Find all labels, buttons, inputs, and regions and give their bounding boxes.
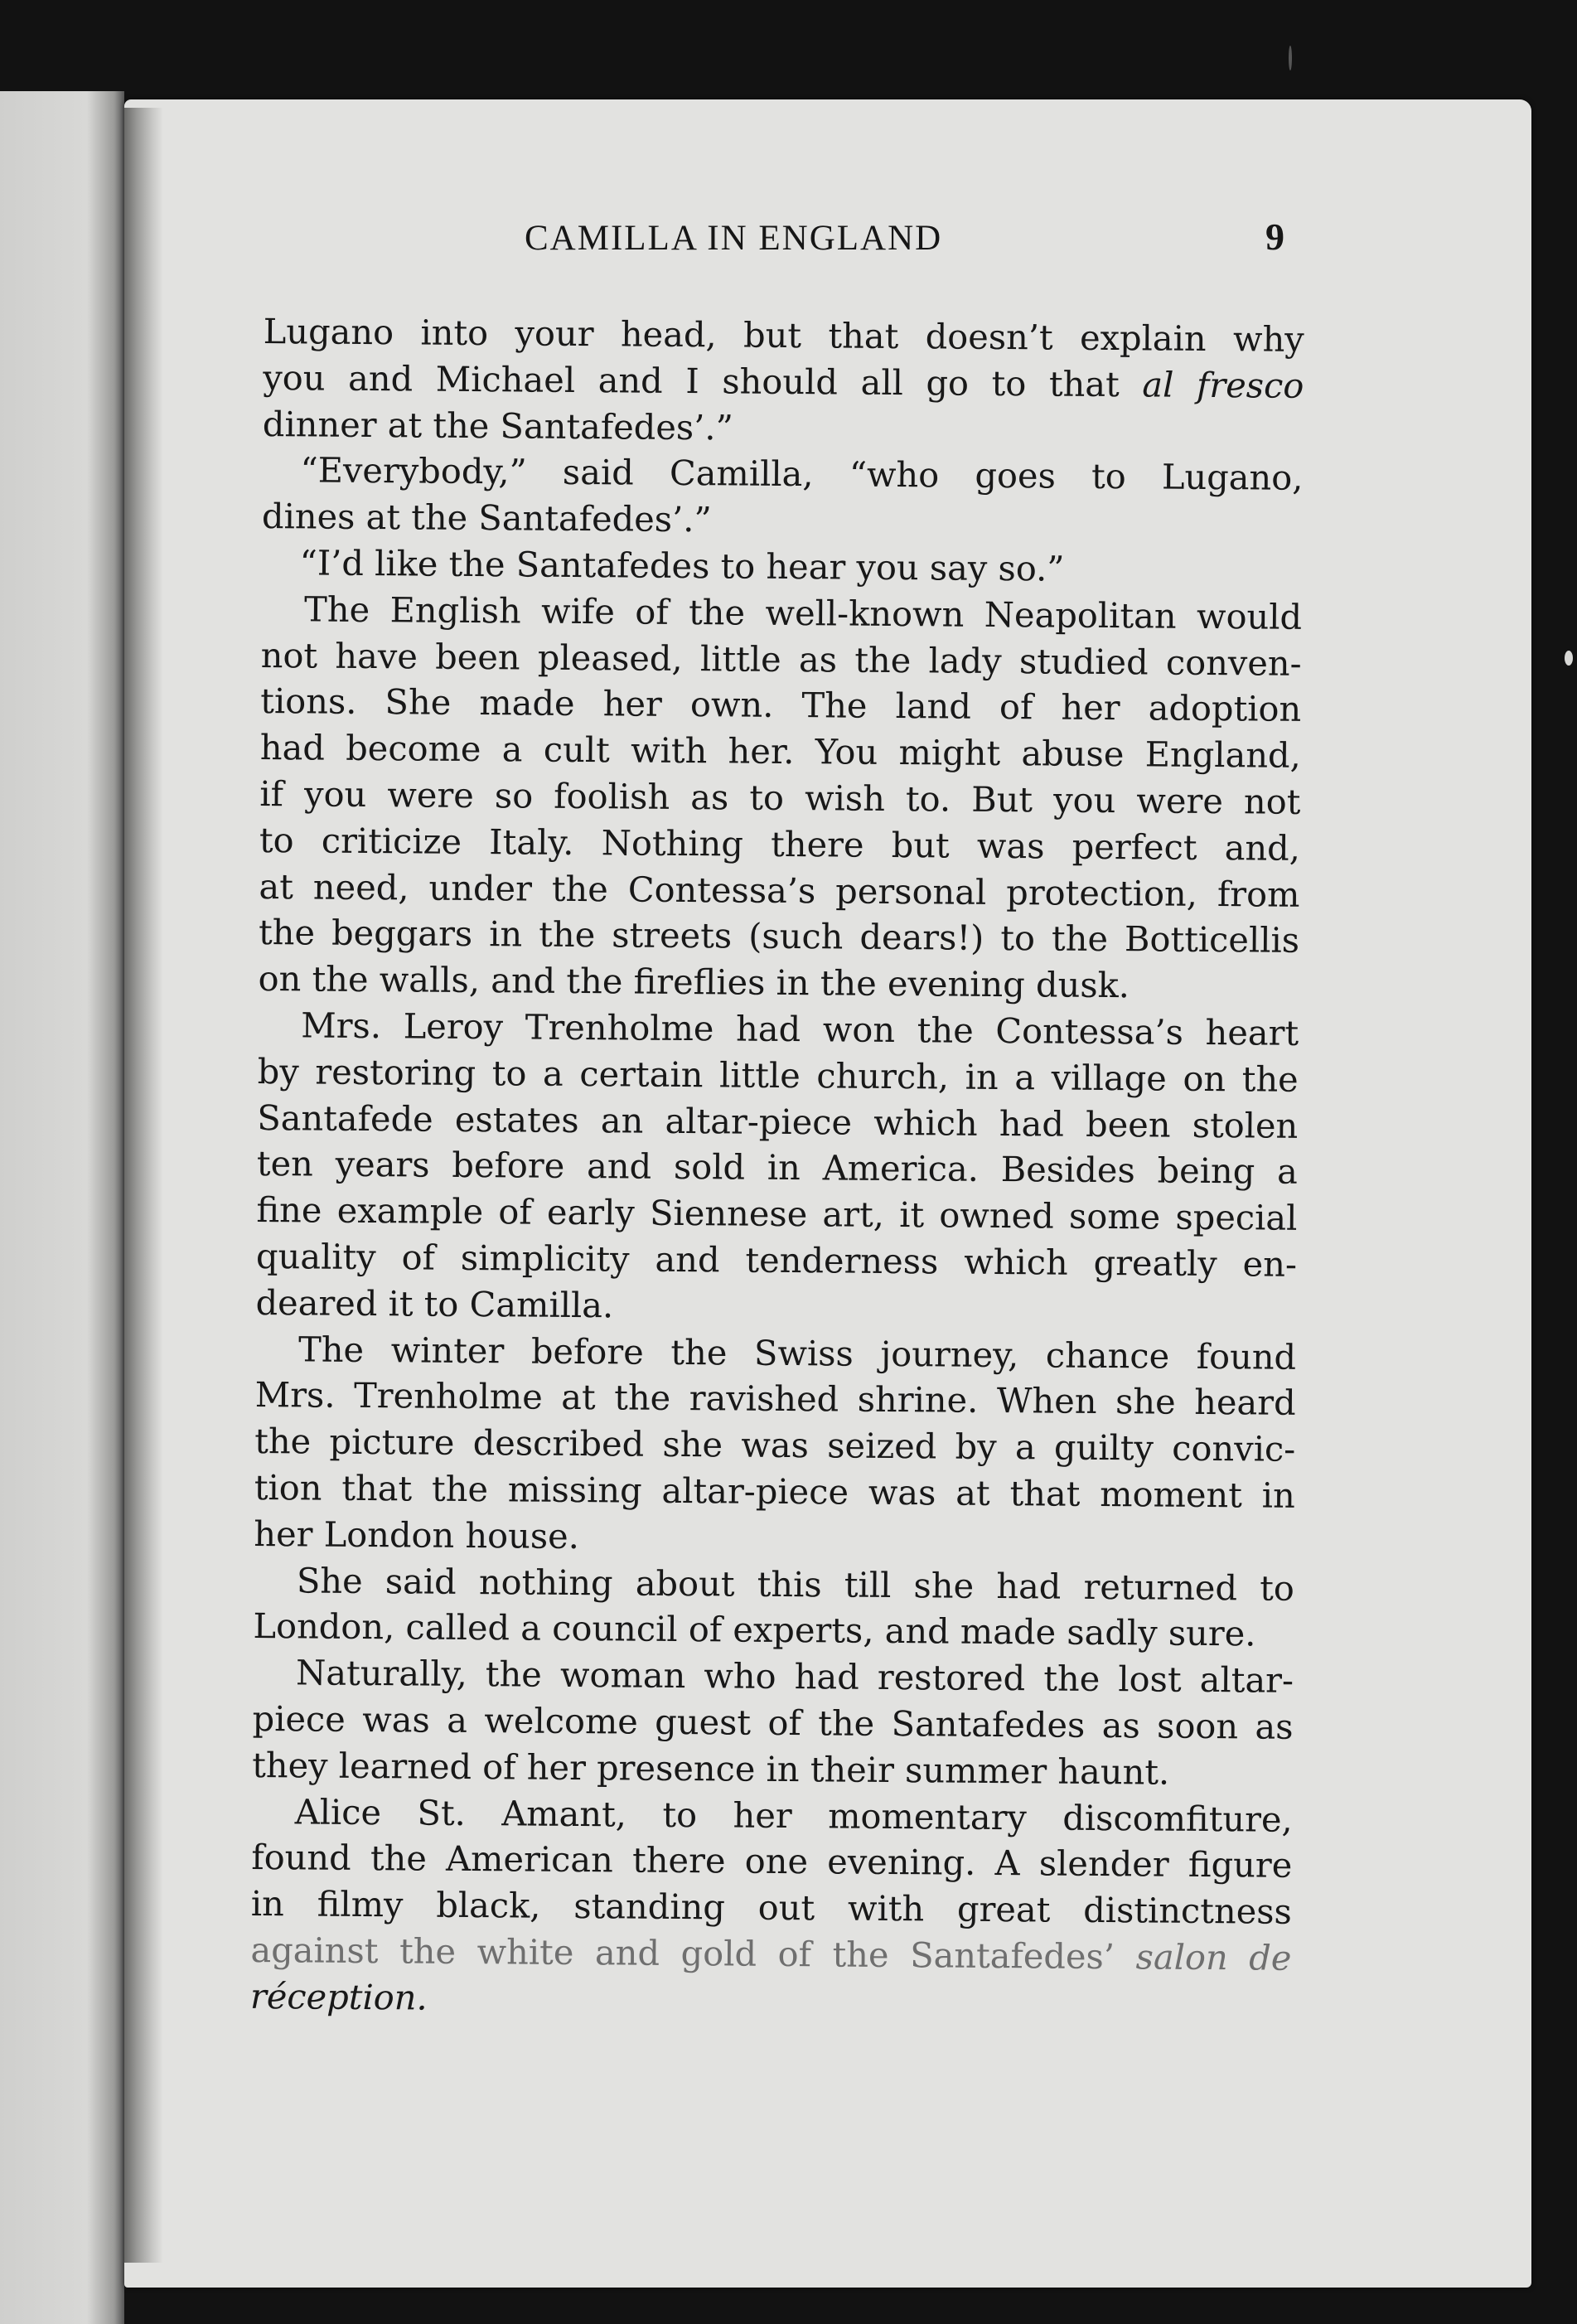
- text-run: Lugano into your head, but that doesn’t explain why: [263, 310, 1304, 360]
- text-line: [263, 355, 1304, 409]
- text-run: the picture described she was seized by a guilty convic-: [254, 1421, 1296, 1469]
- text-line: [259, 771, 1300, 826]
- text-run: dines at the Santafedes’.”: [261, 496, 712, 540]
- text-run: you and Michael and I should all go to that: [263, 356, 1143, 405]
- text-run: tion that the missing altar-piece was at that moment in: [254, 1466, 1295, 1516]
- text-run: piece was a welcome guest of the Santafedes as soon as: [252, 1697, 1294, 1747]
- text-line: [258, 1048, 1299, 1103]
- text-line: [259, 864, 1299, 918]
- text-line: [252, 1696, 1293, 1750]
- text-line: [251, 1881, 1292, 1935]
- text-run: Mrs. Trenholme at the ravished shrine. When she heard: [254, 1374, 1296, 1424]
- text-line: [261, 586, 1302, 641]
- text-line: [252, 1788, 1293, 1842]
- text-run: at need, under the Contessa’s personal protection, from: [259, 865, 1300, 915]
- running-head: [0, 215, 1577, 268]
- text-line: [251, 1834, 1292, 1889]
- text-run: Alice St. Amant, to her momentary discomfiture,: [294, 1790, 1293, 1840]
- text-run: to criticize Italy. Nothing there but was perfect and,: [259, 819, 1301, 869]
- text-line: [262, 447, 1303, 501]
- text-run: in filmy black, standing out with great distinctness: [250, 1883, 1293, 1932]
- text-run: The English wife of the well-known Neapolitan would: [303, 588, 1303, 637]
- text-line: [263, 401, 1304, 456]
- facing-page-edge: [0, 91, 124, 2324]
- text-line: [259, 909, 1299, 964]
- text-run: fine example of early Siennese art, it owned some special: [256, 1189, 1298, 1238]
- text-line: [260, 678, 1301, 733]
- text-line: [256, 1187, 1297, 1242]
- text-line: [254, 1511, 1294, 1566]
- text-run: found the American there one evening. A slender figure: [251, 1837, 1293, 1886]
- text-run: on the walls, and the fireflies in the evening dusk.: [258, 958, 1130, 1006]
- text-line: [260, 632, 1301, 687]
- text-line: [255, 1325, 1296, 1380]
- text-line: [264, 308, 1304, 363]
- text-line: [250, 1927, 1291, 1982]
- text-run: if you were so foolish as to wish to. But you were not: [259, 772, 1301, 822]
- text-run: quality of simplicity and tenderness which greatly en-: [255, 1235, 1298, 1285]
- running-head-title: CAMILLA IN ENGLAND: [525, 219, 943, 258]
- text-run: the beggars in the streets (such dears!) to the Botticellis: [258, 912, 1300, 961]
- text-line: [257, 1095, 1298, 1150]
- text-line: [254, 1418, 1295, 1473]
- text-line: [254, 1465, 1295, 1519]
- text-run: dinner at the Santafedes’.”: [262, 403, 734, 448]
- text-line: [250, 1973, 1291, 2028]
- italic-text: salon de: [1135, 1936, 1292, 1978]
- text-line: [261, 540, 1302, 594]
- text-line: [258, 956, 1299, 1010]
- text-run: they learned of her presence in their summer haunt.: [252, 1744, 1170, 1793]
- text-line: [257, 1140, 1298, 1195]
- text-run: ten years before and sold in America. Besides being a: [256, 1143, 1299, 1193]
- text-run: “I’d like the Santafedes to hear you say so.”: [299, 542, 1065, 589]
- binding-gutter-shadow: [124, 108, 162, 2263]
- text-run: Santafede estates an altar-piece which had been stolen: [257, 1097, 1299, 1146]
- text-line: [256, 1233, 1297, 1288]
- body-text: [250, 308, 1304, 2027]
- text-line: [259, 817, 1300, 872]
- text-run: not have been pleased, little as the lady studied conven-: [260, 634, 1302, 684]
- scan-speck: [1289, 46, 1292, 70]
- text-run: London, called a council of experts, and made sadly sure.: [253, 1605, 1256, 1654]
- text-line: [254, 1372, 1295, 1426]
- text-line: [252, 1742, 1293, 1797]
- text-run: She said nothing about this till she had returned to: [296, 1559, 1295, 1609]
- text-run: by restoring to a certain little church, in a village on the: [257, 1050, 1299, 1100]
- text-line: [255, 1280, 1296, 1334]
- italic-text: réception.: [249, 1975, 428, 2018]
- text-line: [258, 1002, 1299, 1057]
- text-line: [260, 724, 1301, 779]
- text-run: deared it to Camilla.: [255, 1281, 614, 1326]
- text-run: her London house.: [254, 1513, 580, 1557]
- text-run: Naturally, the woman who had restored the lost altar-: [295, 1652, 1294, 1701]
- text-run: tions. She made her own. The land of her adoption: [260, 680, 1302, 730]
- text-line: [253, 1603, 1294, 1658]
- page-number: 9: [1265, 215, 1284, 258]
- scan-speck: [1565, 651, 1573, 666]
- text-run: had become a cult with her. You might abuse England,: [259, 727, 1301, 777]
- text-run: against the white and gold of the Santafedes’: [250, 1929, 1136, 1978]
- text-line: [254, 1557, 1294, 1611]
- italic-text: al fresco: [1142, 364, 1304, 406]
- text-run: “Everybody,” said Camilla, “who goes to Lugano,: [300, 449, 1304, 499]
- text-line: [262, 493, 1303, 548]
- text-run: The winter before the Swiss journey, chance found: [298, 1328, 1297, 1377]
- text-run: Mrs. Leroy Trenholme had won the Contessa’s heart: [301, 1005, 1299, 1053]
- text-line: [253, 1649, 1294, 1704]
